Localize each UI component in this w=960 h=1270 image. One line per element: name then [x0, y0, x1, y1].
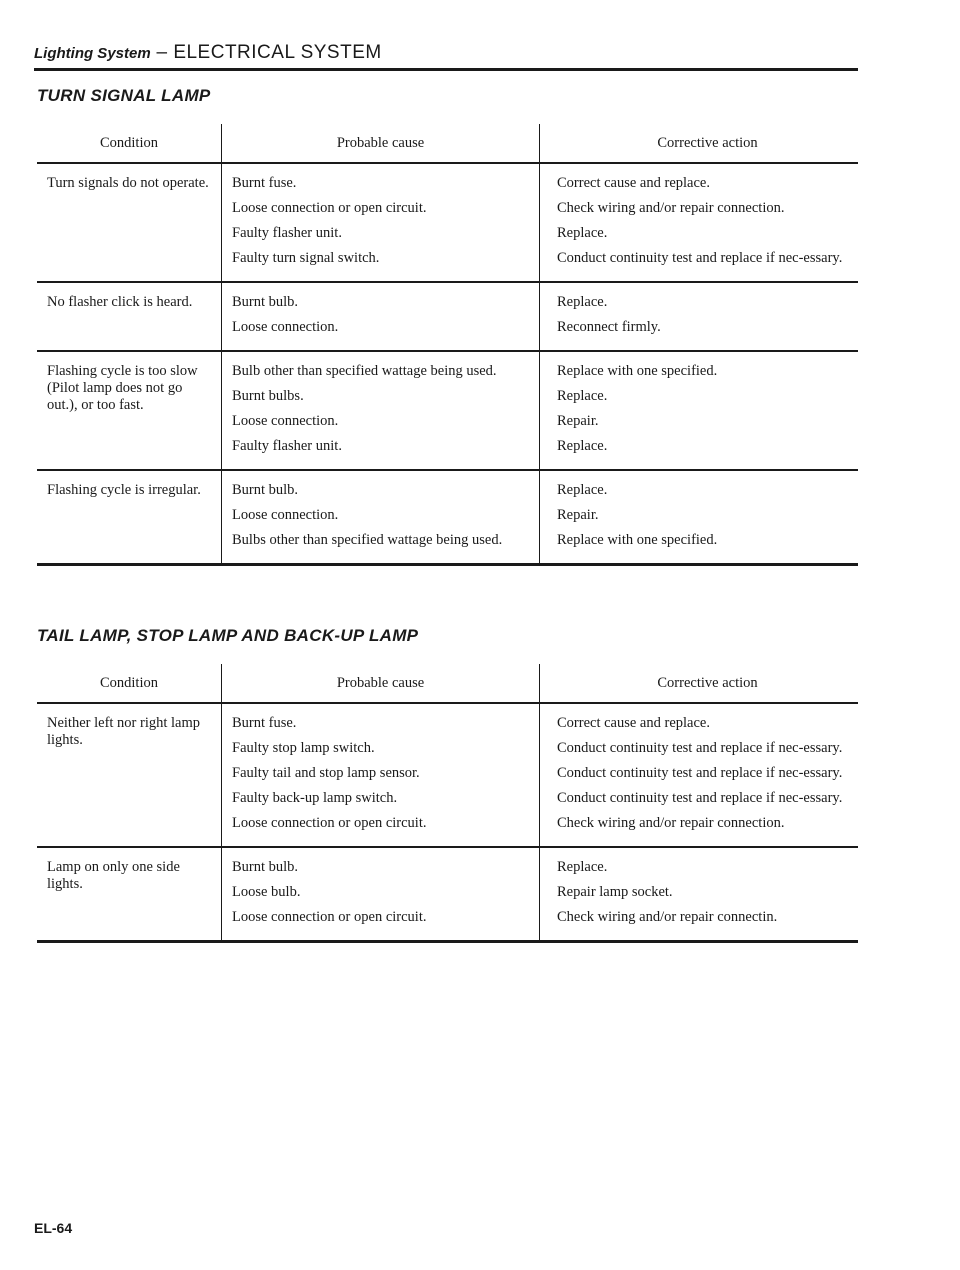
corrective-action-cell [540, 847, 859, 942]
table-row [37, 163, 858, 282]
probable-cause-cell [222, 282, 540, 351]
condition-cell: No flasher click is heard. [37, 282, 222, 351]
corrective-action-text: Replace. [557, 294, 608, 310]
header-section: Lighting System [34, 45, 151, 62]
table-row [37, 470, 858, 565]
page-header [34, 42, 858, 71]
tail-stop-backup-table [37, 664, 858, 943]
corrective-action-text: Conduct continuity test and replace if nec-essary. [557, 740, 843, 756]
table-row [37, 351, 858, 470]
corrective-action-text: Replace. [557, 438, 608, 454]
condition-cell: Lamp on only one side lights. [37, 847, 222, 942]
probable-cause-text: Burnt bulb. [232, 859, 299, 875]
corrective-action-text: Replace with one specified. [557, 363, 718, 379]
probable-cause-text: Loose connection. [232, 507, 339, 523]
tail-stop-backup-title: TAIL LAMP, STOP LAMP AND BACK-UP LAMP [37, 626, 419, 645]
probable-cause-text: Burnt bulb. [232, 482, 299, 498]
probable-cause-cell [222, 470, 540, 565]
probable-cause-text: Burnt bulbs. [232, 388, 304, 404]
condition-cell: Flashing cycle is too slow (Pilot lamp does not go out.), or too fast. [37, 351, 222, 470]
probable-cause-text: Burnt fuse. [232, 715, 297, 731]
corrective-action-text: Correct cause and replace. [557, 175, 710, 191]
corrective-action-text: Replace. [557, 225, 608, 241]
column-header-condition: Condition [37, 664, 222, 703]
probable-cause-text: Faulty tail and stop lamp sensor. [232, 765, 420, 781]
table-row [37, 282, 858, 351]
corrective-action-text: Replace. [557, 859, 608, 875]
corrective-action-text: Check wiring and/or repair connection. [557, 815, 785, 831]
corrective-action-text: Repair. [557, 507, 599, 523]
corrective-action-text: Check wiring and/or repair connectin. [557, 909, 778, 925]
probable-cause-text: Loose connection or open circuit. [232, 909, 427, 925]
column-header-corrective-action: Corrective action [540, 124, 859, 163]
probable-cause-text: Burnt fuse. [232, 175, 297, 191]
corrective-action-text: Replace. [557, 482, 608, 498]
probable-cause-cell [222, 163, 540, 282]
header-separator: – [150, 42, 174, 63]
probable-cause-text: Faulty turn signal switch. [232, 250, 380, 266]
probable-cause-text: Faulty back-up lamp switch. [232, 790, 398, 806]
corrective-action-text: Repair. [557, 413, 599, 429]
column-header-probable-cause: Probable cause [222, 124, 540, 163]
probable-cause-text: Faulty flasher unit. [232, 438, 342, 454]
probable-cause-text: Faulty stop lamp switch. [232, 740, 375, 756]
condition-cell: Turn signals do not operate. [37, 163, 222, 282]
corrective-action-text: Conduct continuity test and replace if nec-essary. [557, 765, 843, 781]
page-number: EL-64 [34, 1220, 73, 1236]
probable-cause-text: Faulty flasher unit. [232, 225, 342, 241]
probable-cause-text: Bulbs other than specified wattage being used. [232, 532, 503, 548]
probable-cause-text: Loose bulb. [232, 884, 301, 900]
table-row [37, 703, 858, 847]
table-header-row [37, 124, 858, 163]
probable-cause-cell [222, 351, 540, 470]
probable-cause-text: Loose connection. [232, 319, 339, 335]
probable-cause-cell [222, 703, 540, 847]
table-row [37, 847, 858, 942]
probable-cause-text: Loose connection or open circuit. [232, 200, 427, 216]
header-title: ELECTRICAL SYSTEM [173, 42, 382, 63]
corrective-action-text: Conduct continuity test and replace if nec-essary. [557, 790, 843, 806]
corrective-action-text: Replace with one specified. [557, 532, 718, 548]
corrective-action-text: Replace. [557, 388, 608, 404]
probable-cause-text: Bulb other than specified wattage being used. [232, 363, 497, 379]
corrective-action-text: Correct cause and replace. [557, 715, 710, 731]
corrective-action-text: Conduct continuity test and replace if nec-essary. [557, 250, 843, 266]
probable-cause-text: Burnt bulb. [232, 294, 299, 310]
corrective-action-text: Repair lamp socket. [557, 884, 673, 900]
corrective-action-cell [540, 282, 859, 351]
probable-cause-cell [222, 847, 540, 942]
turn-signal-table [37, 124, 858, 566]
condition-cell: Flashing cycle is irregular. [37, 470, 222, 565]
probable-cause-text: Loose connection. [232, 413, 339, 429]
probable-cause-text: Loose connection or open circuit. [232, 815, 427, 831]
corrective-action-text: Reconnect firmly. [557, 319, 661, 335]
corrective-action-cell [540, 351, 859, 470]
corrective-action-text: Check wiring and/or repair connection. [557, 200, 785, 216]
column-header-corrective-action: Corrective action [540, 664, 859, 703]
corrective-action-cell [540, 703, 859, 847]
column-header-probable-cause: Probable cause [222, 664, 540, 703]
condition-cell: Neither left nor right lamp lights. [37, 703, 222, 847]
corrective-action-cell [540, 163, 859, 282]
corrective-action-cell [540, 470, 859, 565]
turn-signal-title: TURN SIGNAL LAMP [37, 86, 211, 105]
column-header-condition: Condition [37, 124, 222, 163]
table-header-row [37, 664, 858, 703]
